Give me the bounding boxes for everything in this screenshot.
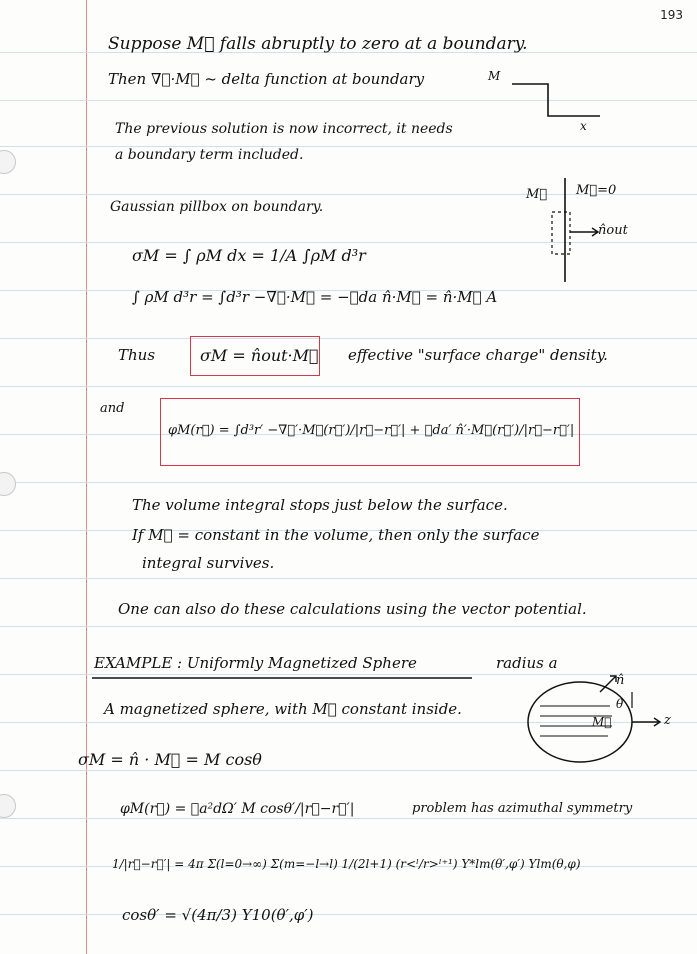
- text-line-7: If M⃗ = constant in the volume, then only the surface: [132, 526, 540, 544]
- sphere-n-label: n̂: [616, 673, 625, 688]
- sphere-theta-label: θ: [616, 697, 624, 711]
- pillbox-m0-label: M⃗=0: [576, 183, 617, 198]
- equation-cos-theta: cosθ′ = √(4π/3) Y10(θ′,φ′): [122, 906, 314, 924]
- pillbox-n-label: n̂out: [598, 223, 628, 238]
- sphere-z-label: z: [664, 713, 671, 728]
- example-heading: EXAMPLE : Uniformly Magnetized Sphere: [94, 654, 417, 672]
- text-line-8: integral survives.: [142, 554, 275, 572]
- equation-expansion: 1/|r⃗−r⃗′| = 4π Σ(l=0→∞) Σ(m=−l→l) 1/(2l+1) (r<ˡ/r>ˡ⁺¹) Y*lm(θ′,φ′) Ylm(θ,φ): [112, 857, 581, 871]
- equation-potential: φM(r⃗) = ∫d³r′ −∇⃗′·M⃗(r⃗′)/|r⃗−r⃗′| + ∮da′ n̂′·M⃗(r⃗′)/|r⃗−r⃗′|: [168, 423, 575, 438]
- radius-label: radius a: [496, 654, 558, 672]
- equation-sphere-sigma: σM = n̂ · M⃗ = M cosθ: [78, 750, 262, 769]
- text-line-6: The volume integral stops just below the surface.: [132, 496, 508, 514]
- text-line-5: Gaussian pillbox on boundary.: [110, 199, 324, 215]
- text-line-9: One can also do these calculations using the vector potential.: [118, 600, 587, 618]
- text-line-4: a boundary term included.: [115, 147, 304, 163]
- symmetry-note: problem has azimuthal symmetry: [412, 801, 633, 816]
- and-label: and: [100, 401, 125, 416]
- page-number: 193: [660, 8, 683, 22]
- text-line-10: A magnetized sphere, with M⃗ constant inside.: [104, 700, 462, 718]
- equation-sigma: σM = ∫ ρM dx = 1/A ∫ρM d³r: [132, 246, 366, 265]
- sphere-m-label: M⃗: [592, 715, 612, 729]
- text-line-2: Then ∇⃗·M⃗ ~ delta function at boundary: [108, 70, 425, 88]
- equation-divergence: ∫ ρM d³r = ∫d³r −∇⃗·M⃗ = −∮da n̂·M⃗ = n̂·M⃗ A: [132, 288, 498, 306]
- text-line-1: Suppose M⃗ falls abruptly to zero at a boundary.: [108, 34, 528, 54]
- equation-surface-charge: σM = n̂out·M⃗: [200, 346, 319, 365]
- surface-charge-note: effective "surface charge" density.: [348, 346, 608, 364]
- equation-sphere-potential: φM(r⃗) = ∮a²dΩ′ M cosθ′/|r⃗−r⃗′|: [120, 801, 355, 817]
- text-line-3: The previous solution is now incorrect, it needs: [115, 121, 453, 137]
- pillbox-m-label: M⃗: [526, 187, 548, 202]
- thus-label: Thus: [118, 346, 156, 364]
- step-m-label: M: [488, 69, 501, 83]
- step-x-label: x: [580, 119, 587, 133]
